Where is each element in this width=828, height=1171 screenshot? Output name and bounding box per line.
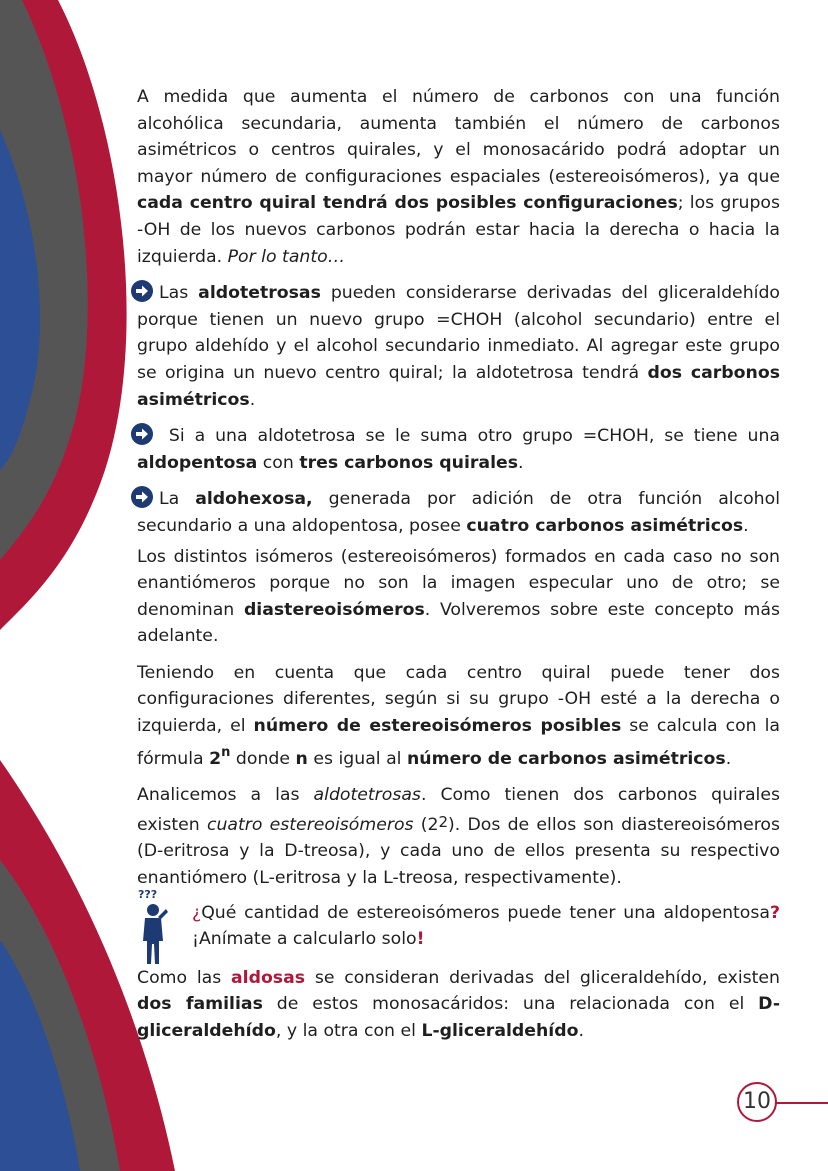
text: Como las <box>137 967 231 988</box>
text-italic: aldotetrosas <box>313 785 421 806</box>
question-box <box>137 887 780 953</box>
bullet-aldopentosa <box>137 423 780 476</box>
exponent: 2 <box>438 812 449 831</box>
text: pueden considerarse derivadas del gliceraldehído porque tienen un nuevo grupo =CHOH (alcohol secundario) entre el grupo aldehído y el alcohol secundario inmediato. Al agregar este grupo se origina un nuevo centro quiral; la aldotetrosa tendrá <box>137 283 780 383</box>
text: de estos monosacáridos: una relacionada con el <box>262 994 759 1015</box>
question-open-mark: ¿ <box>192 902 202 923</box>
thinking-person-icon <box>137 886 177 966</box>
text: generada por adición de otra función alcohol secundario a una aldopentosa, posee <box>137 489 780 536</box>
formula-paragraph <box>137 660 780 772</box>
text: Si a una aldotetrosa se le suma otro grupo =CHOH, se tiene una <box>159 426 780 447</box>
text: Las <box>159 283 199 304</box>
text-bold: número de estereoisómeros posibles <box>253 716 622 737</box>
text: se consideran derivadas del gliceraldehído, existen <box>305 967 780 988</box>
text-bold: aldopentosa <box>137 452 258 473</box>
text: con <box>257 452 300 473</box>
text-bold: dos familias <box>137 994 263 1015</box>
text-bold: diastereoisómeros <box>243 599 425 620</box>
arrow-right-icon <box>131 486 153 508</box>
text: . <box>578 1021 584 1041</box>
arrow-right-icon <box>131 423 153 445</box>
text-bold-red: aldosas <box>230 967 306 988</box>
text: . <box>518 452 524 473</box>
text: Analicemos a las <box>137 785 314 806</box>
text: La <box>159 489 196 510</box>
text: . Volveremos sobre este concepto más adelante. <box>137 599 780 647</box>
text-bold: D-gliceraldehído <box>137 994 781 1041</box>
page-number-rule <box>776 1102 828 1104</box>
text-bold: número de carbonos asimétricos <box>406 748 726 769</box>
text: A medida que aumenta el número de carbonos con una función alcohólica secundaria, aumenta también el número de carbonos asimétricos o centros quirales, y el monosacárido podrá adoptar un mayor número de configuraciones espaciales (estereoisómeros), ya que <box>137 87 780 187</box>
text: . <box>743 515 749 536</box>
exclaim-text: Anímate a calcularlo solo <box>198 929 417 950</box>
text: donde <box>230 748 296 769</box>
page-number: 10 <box>737 1082 777 1122</box>
text-bold: cada centro quiral tendrá dos posibles configuraciones <box>137 193 678 214</box>
question-close-mark: ? <box>769 902 780 923</box>
text: . <box>725 748 732 769</box>
aldosas-paragraph <box>137 965 780 1045</box>
text: . <box>249 389 256 410</box>
text-bold: tres carbonos quirales <box>299 452 518 473</box>
arrow-right-icon <box>131 280 153 302</box>
text-bold: dos carbonos asimétricos <box>137 362 780 410</box>
text: es igual al <box>307 748 407 769</box>
formula-base: 2 <box>209 748 222 769</box>
text: Teniendo en cuenta que cada centro quiral puede tener dos configuraciones diferentes, según si su grupo -OH esté a la derecha o izquierda, el <box>137 662 780 737</box>
text-bold: aldohexosa, <box>195 489 313 510</box>
text: Los distintos isómeros (estereoisómeros) formados en cada caso no son enantiómeros porque no son la imagen especular uno de otro; se denominan <box>137 546 780 620</box>
text: se calcula con la fórmula <box>137 716 780 769</box>
text: ; los grupos -OH de los nuevos carbonos podrán estar hacia la derecha o hacia la izquierda. <box>137 193 780 267</box>
text-bold: n <box>295 748 308 769</box>
text-italic: cuatro estereoisómeros <box>206 814 414 835</box>
text: (2 <box>413 814 439 835</box>
bullet-aldotetrosas <box>137 280 780 413</box>
intro-paragraph <box>137 84 780 270</box>
exclaim-close-mark: ! <box>416 929 425 950</box>
text: , y la otra con el <box>275 1021 422 1041</box>
question-marks: ??? <box>138 887 158 901</box>
text-bold: L-gliceraldehído <box>421 1021 579 1041</box>
page-content <box>137 84 780 1055</box>
aldotetrosas-paragraph <box>137 782 780 891</box>
bullet-aldohexosa <box>137 486 780 539</box>
text: . Como tienen dos carbonos quirales existen <box>137 785 780 835</box>
text-italic: Por lo tanto… <box>227 246 345 267</box>
exclaim-open-mark: ¡ <box>192 929 199 950</box>
diastereo-paragraph <box>137 544 780 650</box>
text: ). Dos de ellos son diastereoisómeros (D-eritrosa y la D-treosa), y cada uno de ellos presenta su respectivo enantiómero (L-eritrosa y la L-treosa, respectivamente). <box>137 814 780 889</box>
formula-exponent: n <box>221 744 231 760</box>
text-bold: aldotetrosas <box>198 283 321 304</box>
text-bold: cuatro carbonos asimétricos <box>466 515 744 536</box>
question-text: Qué cantidad de estereoisómeros puede tener una aldopentosa <box>201 902 770 923</box>
